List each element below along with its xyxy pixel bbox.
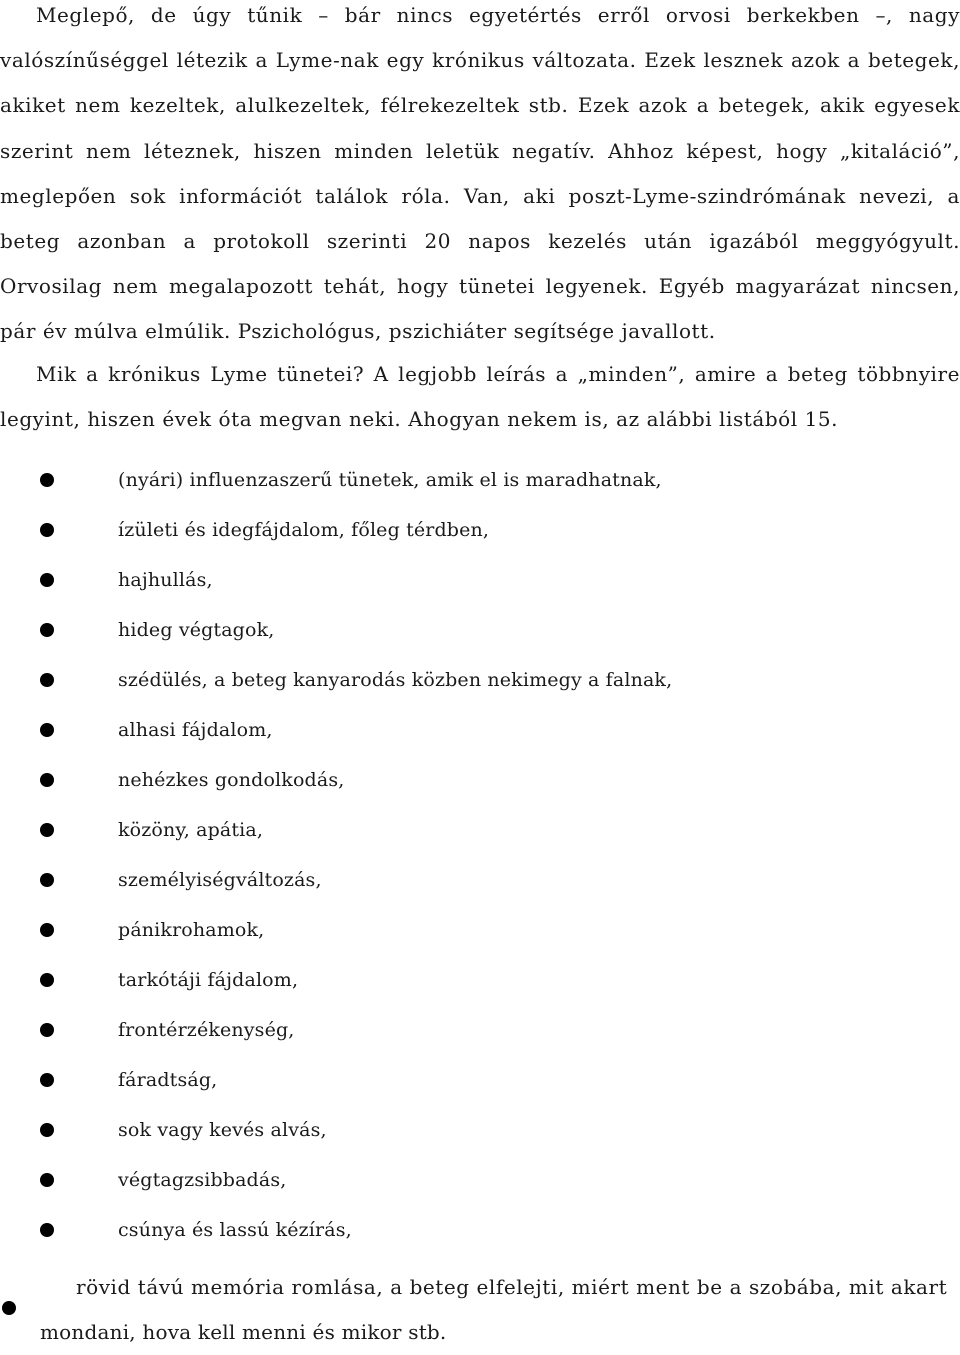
list-item-text: nehézkes gondolkodás,	[118, 769, 345, 791]
list-item-text: közöny, apátia,	[118, 819, 264, 841]
bullet-icon	[40, 523, 54, 537]
symptoms-intro-paragraph: Mik a krónikus Lyme tünetei? A legjobb leírás a „minden”, amire a beteg többnyire legyint, hiszen évek óta megvan neki. Ahogyan nekem is, az alábbi listából 15.	[0, 362, 960, 432]
bullet-icon	[40, 623, 54, 637]
bullet-icon	[40, 923, 54, 937]
list-item-text: szédülés, a beteg kanyarodás közben nekimegy a falnak,	[118, 669, 673, 691]
list-item-text: csúnya és lassú kézírás,	[118, 1219, 352, 1241]
bullet-icon	[40, 973, 54, 987]
bullet-icon	[40, 1123, 54, 1137]
list-item-text: fáradtság,	[118, 1069, 218, 1091]
bullet-icon	[2, 1301, 16, 1315]
list-item-text: személyiségváltozás,	[118, 869, 322, 891]
list-item-text: pánikrohamok,	[118, 919, 265, 941]
bullet-icon	[40, 673, 54, 687]
list-item-text: hajhullás,	[118, 569, 213, 591]
bullet-icon	[40, 1023, 54, 1037]
list-item-text: tarkótáji fájdalom,	[118, 969, 299, 991]
bullet-icon	[40, 773, 54, 787]
list-item-text-continuation: mondani, hova kell menni és mikor stb.	[40, 1320, 447, 1344]
bullet-icon	[40, 873, 54, 887]
list-item-text: (nyári) influenzaszerű tünetek, amik el is maradhatnak,	[118, 469, 662, 491]
list-item-text: ízületi és idegfájdalom, főleg térdben,	[118, 519, 490, 541]
list-item-text: sok vagy kevés alvás,	[118, 1119, 327, 1141]
bullet-icon	[40, 1073, 54, 1087]
intro-paragraph: Meglepő, de úgy tűnik – bár nincs egyetértés erről orvosi berkekben –, nagy valószínűséggel létezik a Lyme-nak egy krónikus változata. Ezek lesznek azok a betegek, akiket nem kezeltek, alulkezeltek, félrekezeltek stb. Ezek azok a betegek, akik egyesek szerint nem léteznek, hiszen minden leletük negatív. Ahhoz képest, hogy „kitaláció”, meglepően sok információt találok róla. Van, aki poszt-Lyme-szindrómának nevezi, a beteg azonban a protokoll szerinti 20 napos kezelés után igazából meggyógyult. Orvosilag nem megalapozott tehát, hogy tünetei legyenek. Egyéb magyarázat nincsen, pár év múlva elmúlik. Pszichológus, pszichiáter segítsége javallott.	[0, 3, 960, 344]
bullet-icon	[40, 573, 54, 587]
list-item-text: frontérzékenység,	[118, 1019, 295, 1041]
bullet-icon	[40, 823, 54, 837]
list-item	[0, 1264, 960, 1346]
bullet-icon	[40, 473, 54, 487]
bullet-icon	[40, 1223, 54, 1237]
list-item-text: végtagzsibbadás,	[118, 1169, 287, 1191]
list-item-text: rövid távú memória romlása, a beteg elfelejti, miért ment be a szobába, mit akart	[76, 1275, 948, 1299]
bullet-icon	[40, 1173, 54, 1187]
list-item-text: alhasi fájdalom,	[118, 719, 273, 741]
list-item-text: hideg végtagok,	[118, 619, 275, 641]
bullet-icon	[40, 723, 54, 737]
